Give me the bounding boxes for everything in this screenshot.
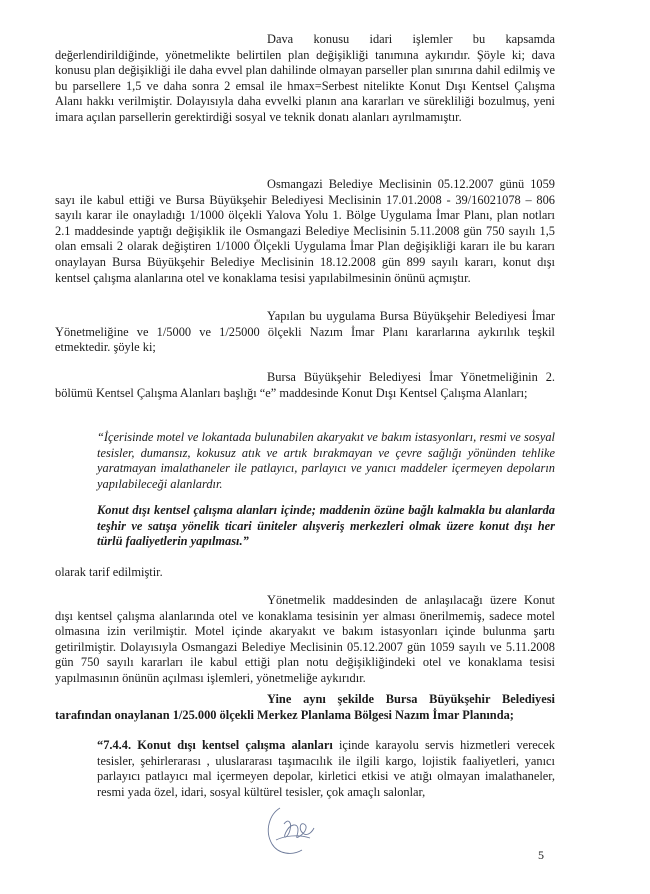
paragraph-hotel-not-permitted: Yönetmelik maddesinden de anlaşılacağı üzere Konut dışı kentsel çalışma alanlarında otel ve konaklama tesisinin yer alması önerilmemiş, sadece motel olmasına izin verilmiştir. Motel içinde akaryakıt ve bakım istasyonları içinde bulunma şartı getirilmiştir. Dolayısıyla Osmangazi Belediye Meclisinin 05.12.2007 gün 1059 sayılı ve 5.11.2008 gün 750 sayılı kararları ile kabul ettiği plan notu değişikliğindeki otel ve konaklama tesisi yapılmasının önünün açılması işlemleri, yönetmeliğe aykırıdır. <box>55 593 555 685</box>
paragraph-regulation-conflict: Yapılan bu uygulama Bursa Büyükşehir Belediyesi İmar Yönetmeliğine ve 1/5000 ve 1/25000 ölçekli Nazım İmar Planı kararlarına aykırılık teşkil etmektedir. şöyle ki; <box>55 309 555 355</box>
paragraph-regulation-reference: Bursa Büyükşehir Belediyesi İmar Yönetmeliğinin 2. bölümü Kentsel Çalışma Alanları başlığı “e” maddesinde Konut Dışı Kentsel Çalışma Alanları; <box>55 370 555 400</box>
quote-regulation-definition: “İçerisinde motel ve lokantada bulunabilen akaryakıt ve bakım istasyonları, resmi ve sosyal tesisler, dumansız, kokusuz atık ve artık bırakmayan ve çevre sağlığı yönünden tehlike yaratmayan imalathaneler ile patlayıcı, parlayıcı ve yanıcı maddeler içermeyen depoların yapılabileceği alanlardır. <box>97 430 555 491</box>
quote-regulation-commercial-use: Konut dışı kentsel çalışma alanları içinde; maddenin özüne bağlı kalmakla bu alanlarda teşhir ve satışa yönelik ticari üniteler alışveriş merkezleri olmak üzere konut dışı her türlü faaliyetlerin yapılması.” <box>97 503 555 549</box>
signature-icon <box>258 800 328 862</box>
paragraph-defined-as: olarak tarif edilmiştir. <box>55 565 163 579</box>
page-number: 5 <box>538 848 544 862</box>
paragraph-plan-change-assessment: Dava konusu idari işlemler bu kapsamda değerlendirildiğinde, yönetmelikte belirtilen plan değişikliği tanımına aykırıdır. Şöyle ki; dava konusu plan değişikliği ile daha evvel plan dahilinde olmayan parseller plan sınırına dahil edilmiş ve bu parsellere 1,5 ve daha sonra 2 emsal ile hmax=Serbest nitelikte Konut Dışı Kentsel Çalışma Alanı hakkı verilmiştir. Dolayısıyla daha evvelki planın ana kararları ve sürekliliği bozulmuş, yeni imara açılan parsellerin gerektirdiği sosyal ve teknik donatı alanları ayrılmamıştır. <box>55 32 555 124</box>
heading-master-plan-reference: Yine aynı şekilde Bursa Büyükşehir Belediyesi tarafından onaylanan 1/25.000 ölçekli Merkez Planlama Bölgesi Nazım İmar Planında; <box>55 692 555 722</box>
quote-master-plan-article-title: “7.4.4. Konut dışı kentsel çalışma alanları <box>97 738 333 752</box>
paragraph-osmangazi-council-decision: Osmangazi Belediye Meclisinin 05.12.2007 günü 1059 sayı ile kabul ettiği ve Bursa Büyükşehir Belediyesi Meclisinin 17.01.2008 - 39/16021078 – 806 sayılı karar ile onayladığı 1/1000 ölçekli Yalova Yolu 1. Bölge Uygulama İmar Planı, plan notları 2.1 maddesinde yaptığı değişiklik ile Osmangazi Belediye Meclisinin 5.11.2008 gün 750 sayılı 1,5 olan emsali 2 olarak değiştiren 1/1000 Ölçekli Uygulama İmar Plan değişikliği kararı ile bu kararı onaylayan Bursa Büyükşehir Belediye Meclisinin 18.12.2008 gün 899 sayılı kararı, konut dışı kentsel çalışma alanlarına otel ve konaklama tesisi yapılabilmesinin önünü açmıştır. <box>55 177 555 285</box>
quote-master-plan-article-body: içinde karayolu servis hizmetleri verecek tesisler, şehirlerarası , uluslararası taşımacılık ile ilgili kargo, lojistik faaliyetleri, yanıcı parlayıcı patlayıcı mal içermeyen depolar, kirletici etkisi ve atığı olmayan imalathaneler, resmi yada özel, idari, sosyal kültürel tesisler, çok amaçlı salonlar, <box>97 738 555 799</box>
quote-master-plan-article <box>97 738 555 800</box>
